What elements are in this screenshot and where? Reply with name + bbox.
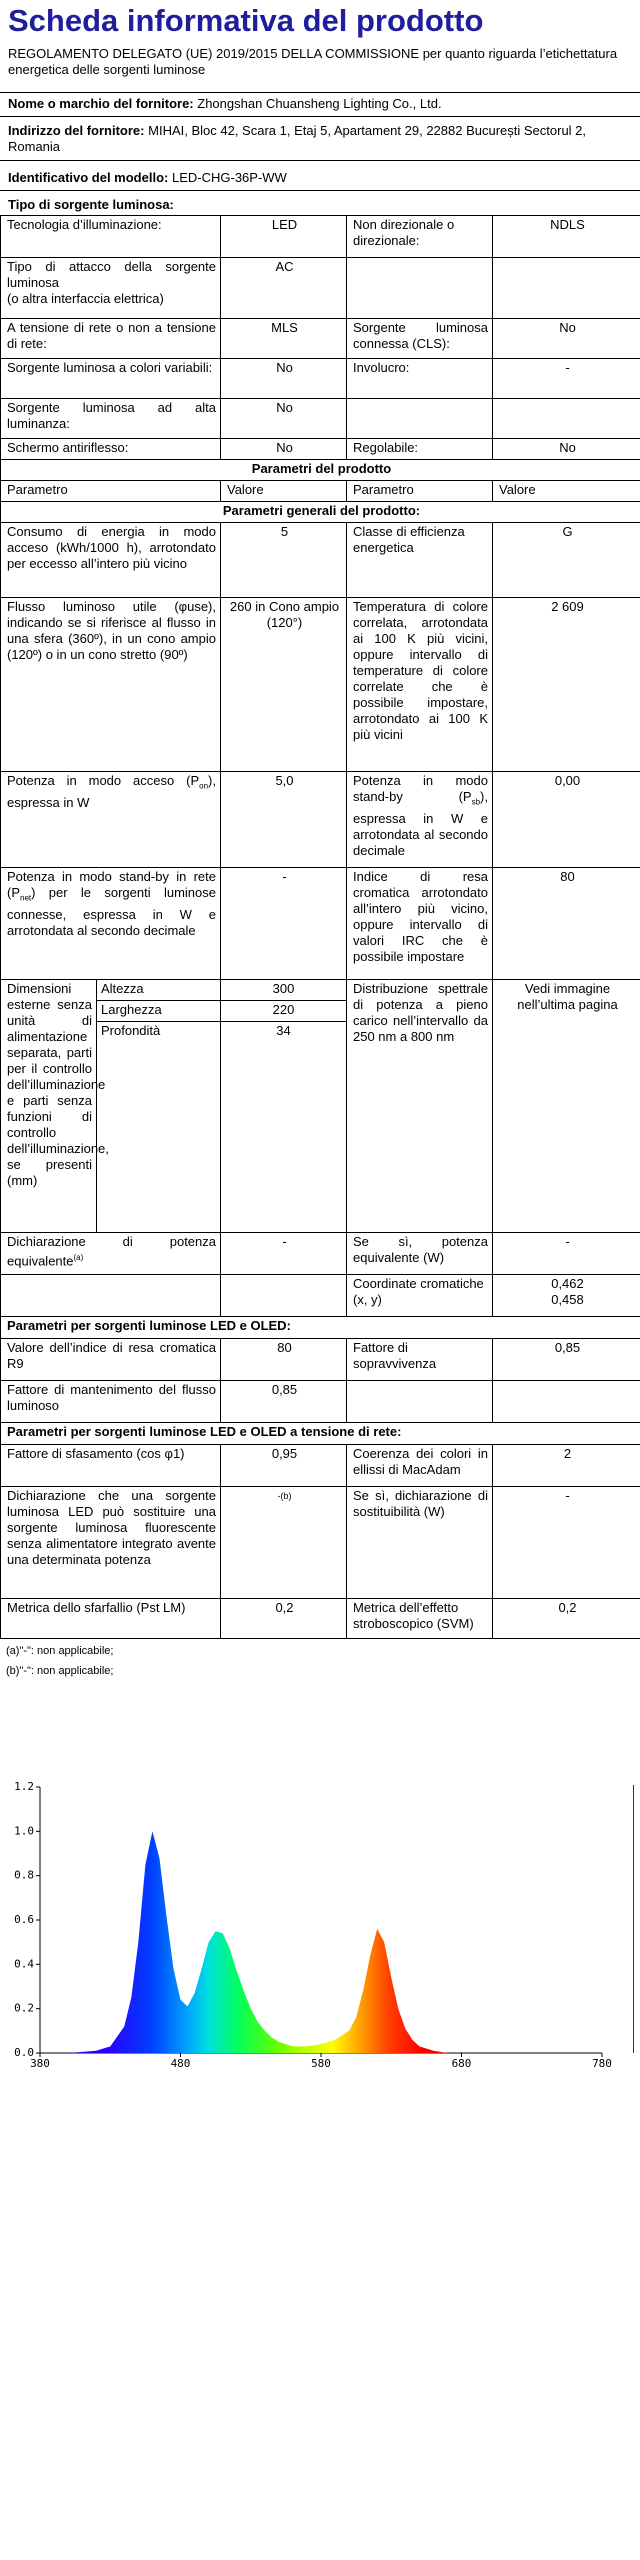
dim-value: 34 [276, 1023, 291, 1038]
param-value: No [221, 359, 347, 399]
supplier-name: Zhongshan Chuansheng Lighting Co., Ltd. [197, 96, 442, 111]
y-tick-label: 0.6 [14, 1913, 34, 1926]
spectrum-series [40, 1831, 462, 2053]
param-label: Coordinate cromatiche (x, y) [347, 1275, 493, 1317]
table-row [1, 1487, 640, 1599]
section-header-row [1, 1423, 640, 1445]
param-label: Flusso luminoso utile (φuse), indicando se si riferisce al flusso in una sfera (360º), in un cono ampio (120º) o in un cono stretto (90º) [1, 598, 221, 772]
dim-key: Altezza [97, 980, 220, 1001]
param-label: Sorgente luminosa ad alta luminanza: [1, 399, 221, 439]
supplier-name-label: Nome o marchio del fornitore: [8, 96, 194, 111]
spectrum-chart [0, 1765, 640, 2105]
chart-axes [40, 1787, 602, 2053]
table-row [1, 1233, 640, 1275]
model-id-label: Identificativo del modello: [8, 170, 169, 185]
model-id-row [0, 160, 640, 190]
param-label: Schermo antiriflesso: [1, 439, 221, 460]
param-label: Indice di resa cromatica arrotondato all’intero più vicino, oppure intervallo di valori IRC che è possibile impostare [347, 868, 493, 980]
dim-key: Larghezza [97, 1001, 220, 1022]
param-value: No [221, 439, 347, 460]
param-value: 260 in Cono ampio (120°) [221, 598, 347, 772]
product-params-title: Parametri del prodotto [1, 460, 640, 481]
table-row [1, 359, 640, 399]
y-tick-label: 0.0 [14, 2046, 34, 2059]
chromaticity-y: 0,458 [551, 1292, 584, 1307]
param-label: Tecnologia d’illuminazione: [1, 216, 221, 258]
column-header: Parametro [1, 481, 221, 502]
table-row [1, 868, 640, 980]
param-label: Distribuzione spettrale di potenza a pieno carico nell’intervallo da 250 nm a 800 nm [347, 980, 493, 1233]
param-value: 0,00 [493, 772, 640, 868]
param-value: -(b) [221, 1487, 347, 1599]
param-value: 5,0 [221, 772, 347, 868]
param-label: Se sì, dichiarazione di sostituibilità (W) [347, 1487, 493, 1599]
table-row [1, 216, 640, 258]
model-id: LED-CHG-36P-WW [171, 170, 287, 185]
x-tick-label: 480 [170, 2057, 191, 2070]
dimensions-keys [97, 980, 220, 1232]
param-label: Classe di efficienza energetica [347, 523, 493, 598]
param-value [493, 399, 640, 439]
y-tick-label: 1.0 [14, 1824, 34, 1838]
supplier-address-label: Indirizzo del fornitore: [8, 123, 145, 138]
param-label: Tipo di attacco della sorgente luminosa (o altra interfaccia elettrica) [1, 258, 221, 319]
param-label: Valore dell’indice di resa cromatica R9 [1, 1339, 221, 1381]
footnote: (a)"-": non applicabile; [6, 1645, 114, 1657]
column-header: Valore [221, 481, 347, 502]
x-tick-label: 680 [451, 2057, 472, 2070]
y-tick-label: 0.8 [14, 1868, 34, 1882]
param-value: 80 [221, 1339, 347, 1381]
param-value: 2 609 [493, 598, 640, 772]
param-label: Sorgente luminosa a colori variabili: [1, 359, 221, 399]
dimensions-cell [1, 980, 221, 1233]
param-value: MLS [221, 319, 347, 359]
param-value: No [493, 439, 640, 460]
x-tick-label: 580 [311, 2057, 331, 2070]
param-label: Dichiarazione di potenza equivalente$^{(a)}$ [1, 1233, 221, 1275]
mains-title: Parametri per sorgenti luminose LED e OLED a tensione di rete: [1, 1423, 640, 1445]
param-label: Consumo di energia in modo acceso (kWh/1000 h), arrotondato per eccesso all’intero più vicino [1, 523, 221, 598]
param-label: Se sì, potenza equivalente (W) [347, 1233, 493, 1275]
table-row [1, 439, 640, 460]
led-oled-title: Parametri per sorgenti luminose LED e OLED: [1, 1317, 640, 1339]
empty-cell [1, 1275, 221, 1317]
dimensions-values [221, 980, 347, 1233]
table-row [1, 980, 640, 1233]
param-value: - [493, 359, 640, 399]
light-source-type-label: Tipo di sorgente luminosa: [8, 197, 174, 212]
param-value: NDLS [493, 216, 640, 258]
general-params-title: Parametri generali del prodotto: [1, 502, 640, 523]
param-value: - [221, 1233, 347, 1275]
supplier-address: MIHAI, Bloc 42, Scara 1, Etaj 5, Apartament 29, 22882 București Sectorul 2, Romania [8, 123, 587, 154]
page-title: Scheda informativa del prodotto [8, 3, 484, 38]
y-tick-label: 0.2 [14, 2001, 34, 2015]
y-tick-label: 0.4 [14, 1957, 34, 1971]
param-value: G [493, 523, 640, 598]
param-label: Temperatura di colore correlata, arrotondata ai 100 K più vicini, oppure intervallo di temperature di colore correlate che è possibile impostare, arrotondato ai 100 K più vicini [347, 598, 493, 772]
param-label [347, 1381, 493, 1423]
table-row [1, 1381, 640, 1423]
param-value: No [221, 399, 347, 439]
param-label: Dichiarazione che una sorgente luminosa LED può sostituire una sorgente luminosa fluorescente senza alimentatore integrato avente una determinata potenza [1, 1487, 221, 1599]
param-value: 80 [493, 868, 640, 980]
table-row [1, 258, 640, 319]
param-value [493, 1381, 640, 1423]
param-value [493, 258, 640, 319]
dim-key: Profondità [101, 1023, 161, 1038]
param-label: Potenza in modo stand-by $(P_{sb})$, espressa in W e arrotondata al secondo decimale [347, 772, 493, 868]
empty-cell [221, 1275, 347, 1317]
section-header-row [1, 460, 640, 481]
param-label: Fattore di sfasamento (cos φ1) [1, 1445, 221, 1487]
product-info-table [0, 215, 640, 1639]
param-label: Regolabile: [347, 439, 493, 460]
section-header-row [1, 502, 640, 523]
param-label: Fattore di sopravvivenza [347, 1339, 493, 1381]
column-header: Valore [493, 481, 640, 502]
param-value: - [221, 868, 347, 980]
param-label: Metrica dell’effetto stroboscopico (SVM) [347, 1599, 493, 1639]
table-row [1, 1275, 640, 1317]
supplier-address-row [0, 116, 640, 160]
chromaticity-x: 0,462 [551, 1276, 584, 1291]
regulation-text: REGOLAMENTO DELEGATO (UE) 2019/2015 DELLA COMMISSIONE per quanto riguarda l’etichettatura energetica delle sorgenti luminose [8, 46, 618, 77]
table-row [1, 598, 640, 772]
param-label: Involucro: [347, 359, 493, 399]
param-label: A tensione di rete o non a tensione di rete: [1, 319, 221, 359]
right-border [633, 1785, 634, 2053]
param-label-text: Dichiarazione di potenza equivalente [7, 1234, 216, 1269]
section-header-row [1, 1317, 640, 1339]
supplier-name-row [0, 92, 640, 116]
x-tick-label: 780 [592, 2057, 612, 2070]
table-row [1, 1339, 640, 1381]
param-label: Non direzionale o direzionale: [347, 216, 493, 258]
param-value: 0,95 [221, 1445, 347, 1487]
table-row [1, 1599, 640, 1639]
x-tick-label: 380 [30, 2057, 50, 2070]
param-value: 0,2 [493, 1599, 640, 1639]
param-value: - [493, 1487, 640, 1599]
dim-value: 220 [221, 1001, 346, 1022]
spd-value: Vedi immagine nell’ultima pagina [493, 980, 640, 1233]
param-value: LED [221, 216, 347, 258]
param-value: No [493, 319, 640, 359]
param-label: Fattore di mantenimento del flusso luminoso [1, 1381, 221, 1423]
param-value: 0,85 [493, 1339, 640, 1381]
param-label: Potenza in modo stand-by in rete $(P_{net})$ per le sorgenti luminose connesse, espressa in W e arrotondata al secondo decimale [1, 868, 221, 980]
param-value: 5 [221, 523, 347, 598]
param-value: - [493, 1233, 640, 1275]
param-value: 2 [493, 1445, 640, 1487]
table-row [1, 772, 640, 868]
table-row [1, 319, 640, 359]
dimensions-label: Dimensioni esterne senza unità di alimentazione separata, parti per il controllo dell’illuminazione e parti senza funzioni di controllo dell’illuminazione, se presenti (mm) [1, 980, 97, 1232]
param-label [347, 399, 493, 439]
param-value: AC [221, 258, 347, 319]
footnote: (b)"-": non applicabile; [6, 1665, 114, 1677]
param-label [347, 258, 493, 319]
dim-value: 300 [221, 980, 346, 1001]
chart-ticks [14, 1780, 612, 2070]
chromaticity-values [493, 1275, 640, 1317]
column-header-row [1, 481, 640, 502]
y-tick-label: 1.2 [14, 1780, 34, 1793]
table-row [1, 1445, 640, 1487]
param-label: Coerenza dei colori in ellissi di MacAdam [347, 1445, 493, 1487]
param-label: Potenza in modo acceso $(P_{on})$, espressa in W [1, 772, 221, 868]
table-row [1, 523, 640, 598]
param-label: Sorgente luminosa connessa (CLS): [347, 319, 493, 359]
param-value: 0,85 [221, 1381, 347, 1423]
table-row [1, 399, 640, 439]
param-label: Metrica dello sfarfallio (Pst LM) [1, 1599, 221, 1639]
light-source-type-row [0, 190, 640, 215]
param-value: 0,2 [221, 1599, 347, 1639]
column-header: Parametro [347, 481, 493, 502]
